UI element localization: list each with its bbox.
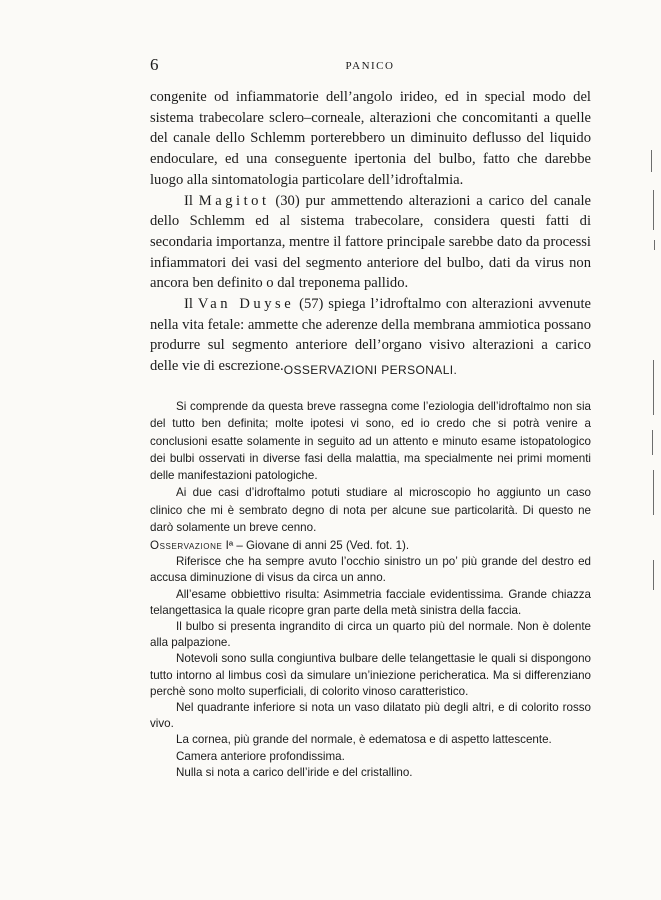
section-heading: OSSERVAZIONI PERSONALI. xyxy=(283,363,458,377)
paragraph-2 xyxy=(150,191,591,295)
scan-edge-mark xyxy=(652,430,653,455)
observation-paragraph: Notevoli sono sulla congiuntiva bulbare delle telangettasie le quali si dispongono tutto intorno al limbus così da simulare un’iniezione pericheratica. Ma si differenziano perchè sono molto superficiali, di colorito vinoso caratteristico. xyxy=(150,652,591,698)
scan-edge-mark xyxy=(651,150,652,172)
observation-section xyxy=(150,538,591,781)
paragraph-2-rest: (30) pur ammettendo alterazioni a carico del canale dello Schlemm ed al sistema trabecolare, considera questi fatti di secondaria importanza, mentre il fattore principale sarebbe dato da processi infiammatori dei vasi del segmento anteriore del bulbo, dati da virus non ancora ben definito o dal treponema pallido. xyxy=(150,192,592,292)
observation-number: Iª xyxy=(225,539,234,552)
observation-paragraph: Nulla si nota a carico dell’iride e del cristallino. xyxy=(176,765,413,779)
scan-edge-mark xyxy=(653,360,654,415)
observation-paragraph: Nel quadrante inferiore si nota un vaso dilatato più degli altri, e di colorito rosso vivo. xyxy=(150,701,591,731)
page-header xyxy=(150,55,591,75)
observation-paragraph: Il bulbo si presenta ingrandito di circa un quarto più del normale. Non è dolente alla palpazione. xyxy=(150,620,591,650)
page-number: 6 xyxy=(150,55,159,74)
small-paragraph-2: Ai due casi d’idroftalmo potuti studiare al microscopio ho aggiunto un caso clinico che mi è sembrato degno di nota per alcune sue particolarità. Di questo ne darò solamente un breve cenno. xyxy=(150,486,591,535)
author-magitot: Magitot xyxy=(198,192,270,209)
scan-edge-mark xyxy=(653,560,654,590)
paragraph-1: congenite od infiammatorie dell’angolo irideo, ed in special modo del sistema trabecolare sclero–corneale, alterazioni che concomitanti a quelle del canale dello Schlemm porterebbero un diminuito deflusso del liquido endoculare, ed una conseguente ipertonia del bulbo, fatto che darebbe luogo alla sintomatologia particolare dell’idroftalmia. xyxy=(150,89,591,188)
small-paragraph-1: Si comprende da questa breve rassegna come l’eziologia dell’idroftalmo non sia del tutto ben definita; molte ipotesi vi sono, ed io credo che si potrà venire a conclusioni esatte solamente in seguito ad un attento e minuto esame istopatologico dei bulbi osservati in diverse fasi della malattia, ma specialmente nei primi momenti delle manifestazioni patologiche. xyxy=(150,400,591,483)
running-head: PANICO xyxy=(345,60,395,72)
scan-edge-mark xyxy=(653,190,654,230)
scan-edge-mark xyxy=(653,470,654,515)
scan-edge-mark xyxy=(654,240,655,250)
author-van-duyse: Van Duyse xyxy=(197,296,295,313)
paragraph-3-rest: (57) spiega l’idroftalmo con alterazioni avvenute nella vita fetale: ammette che aderenze della membrana ammiotica possano produrre sul segmento anteriore dell’organo visivo alterazioni a carico delle vie di escrezione. xyxy=(150,296,591,375)
observation-paragraph: Riferisce che ha sempre avuto l’occhio sinistro un po’ più grande del destro ed accusa diminuzione di visus da circa un anno. xyxy=(150,555,591,585)
paragraph-2-lead: Il xyxy=(184,192,193,209)
observation-paragraph: All’esame obbiettivo risulta: Asimmetria facciale evidentissima. Grande chiazza telangettasica la quale ricopre gran parte della metà sinistra della faccia. xyxy=(150,587,591,617)
observation-title xyxy=(150,538,591,554)
observation-paragraph: Camera anteriore profondissima. xyxy=(176,749,345,763)
body-text xyxy=(150,87,591,377)
observation-label: Osservazione xyxy=(150,539,223,552)
paragraph-3-lead: Il xyxy=(184,296,193,313)
small-print-text xyxy=(150,398,591,536)
observation-paragraph: La cornea, più grande del normale, è edematosa e di aspetto lattescente. xyxy=(176,733,552,747)
observation-subject: – Giovane di anni 25 (Ved. fot. 1). xyxy=(236,539,410,552)
